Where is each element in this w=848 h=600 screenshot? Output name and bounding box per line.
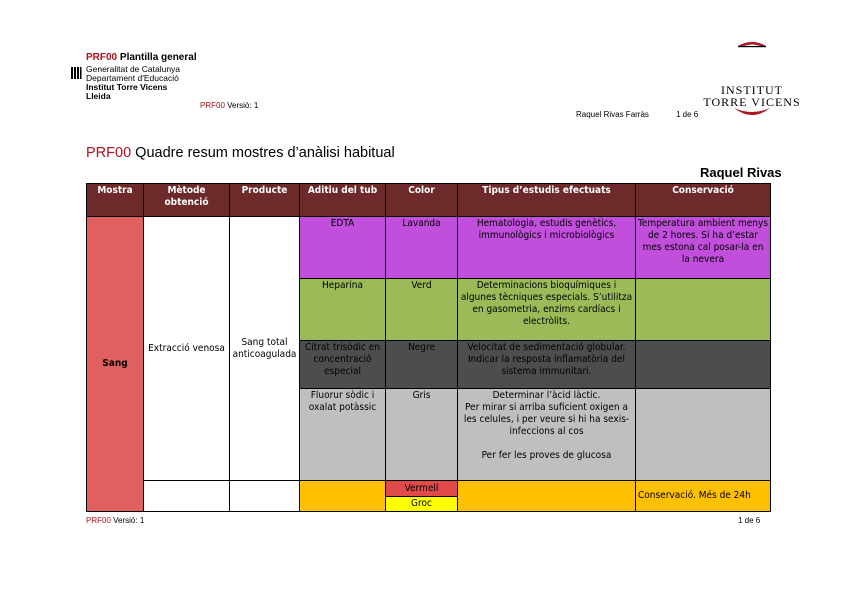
- table-header-row: [87, 184, 771, 217]
- summary-table: [86, 183, 771, 512]
- cell-conservacio: [636, 389, 771, 481]
- cell-metode-empty: [144, 481, 230, 512]
- table-row-last: [87, 481, 771, 512]
- version-header: PRF00 Versió: 1: [200, 101, 259, 110]
- estudis-line: Per fer les proves de glucosa: [481, 450, 612, 461]
- estudis-line: Determinar l’àcid làctic.: [492, 390, 601, 401]
- header-color: Color: [386, 184, 458, 217]
- color-groc: Groc: [386, 497, 457, 511]
- header-metode: Mètode obtenció: [144, 184, 230, 217]
- cell-mostra: Sang: [87, 217, 144, 512]
- cell-producte-empty: [230, 481, 300, 512]
- cell-aditiu: Heparina: [300, 279, 386, 341]
- cell-color: Verd: [386, 279, 458, 341]
- cell-aditiu-empty: [300, 481, 386, 512]
- header-page-number: 1 de 6: [676, 110, 699, 119]
- header-author: Raquel Rivas Farràs: [576, 110, 649, 119]
- color-vermell: Vermell: [386, 481, 457, 497]
- header-aditiu: Aditiu del tub: [300, 184, 386, 217]
- template-header-title: PRF00 Plantilla general: [86, 52, 197, 63]
- cell-conservacio: [636, 341, 771, 389]
- footer-version: PRF00 Versió: 1: [86, 516, 145, 525]
- cell-conservacio: [636, 279, 771, 341]
- page-title: PRF00 Quadre resum mostres d’anàlisi habitual: [86, 145, 395, 161]
- cell-producte: Sang total anticoagulada: [230, 217, 300, 481]
- footer-page-number: 1 de 6: [738, 516, 761, 525]
- cell-color: Lavanda: [386, 217, 458, 279]
- cell-metode: Extracció venosa: [144, 217, 230, 481]
- author-name: Raquel Rivas: [700, 165, 782, 180]
- cell-color: Negre: [386, 341, 458, 389]
- table-row: [87, 217, 771, 279]
- cell-aditiu: EDTA: [300, 217, 386, 279]
- organization-lines: Generalitat de Catalunya Departament d'Educació Institut Torre Vicens Lleida: [86, 64, 181, 101]
- header-mostra: Mostra: [87, 184, 144, 217]
- institut-logo-icon: [700, 36, 804, 126]
- institut-logo-text: INSTITUT TORRE VICENS: [703, 83, 801, 109]
- cell-estudis: Hematologia, estudis genètics, immunològics i microbiològics: [458, 217, 636, 279]
- estudis-line: Per mirar si arriba suficient oxigen a les celules, i per veure si hi ha sexis- infeccions al cos: [463, 402, 630, 437]
- estudis-line: [460, 438, 633, 450]
- cell-aditiu: Citrat trisòdic en concentració especial: [300, 341, 386, 389]
- cell-aditiu: Fluorur sòdic i oxalat potàssic: [300, 389, 386, 481]
- generalitat-logo-icon: [70, 66, 82, 80]
- header-producte: Producte: [230, 184, 300, 217]
- cell-estudis: Determinacions bioquímiques i algunes tècniques especials. S’utilitza en gasometria, enzims cardíacs i electròlits.: [458, 279, 636, 341]
- header-estudis: Tipus d’estudis efectuats: [458, 184, 636, 217]
- cell-estudis: [458, 389, 636, 481]
- header-conservacio: Conservació: [636, 184, 771, 217]
- cell-estudis: Velocitat de sedimentació globular. Indicar la resposta inflamatòria del sistema immunitari.: [458, 341, 636, 389]
- cell-conservacio: Temperatura ambient menys de 2 hores. Si ha d’estar mes estona cal posar-la en la nevera: [636, 217, 771, 279]
- cell-color: Gris: [386, 389, 458, 481]
- cell-color-split: [386, 481, 458, 512]
- cell-estudis-empty: [458, 481, 636, 512]
- cell-conservacio: Conservació. Més de 24h: [636, 481, 771, 512]
